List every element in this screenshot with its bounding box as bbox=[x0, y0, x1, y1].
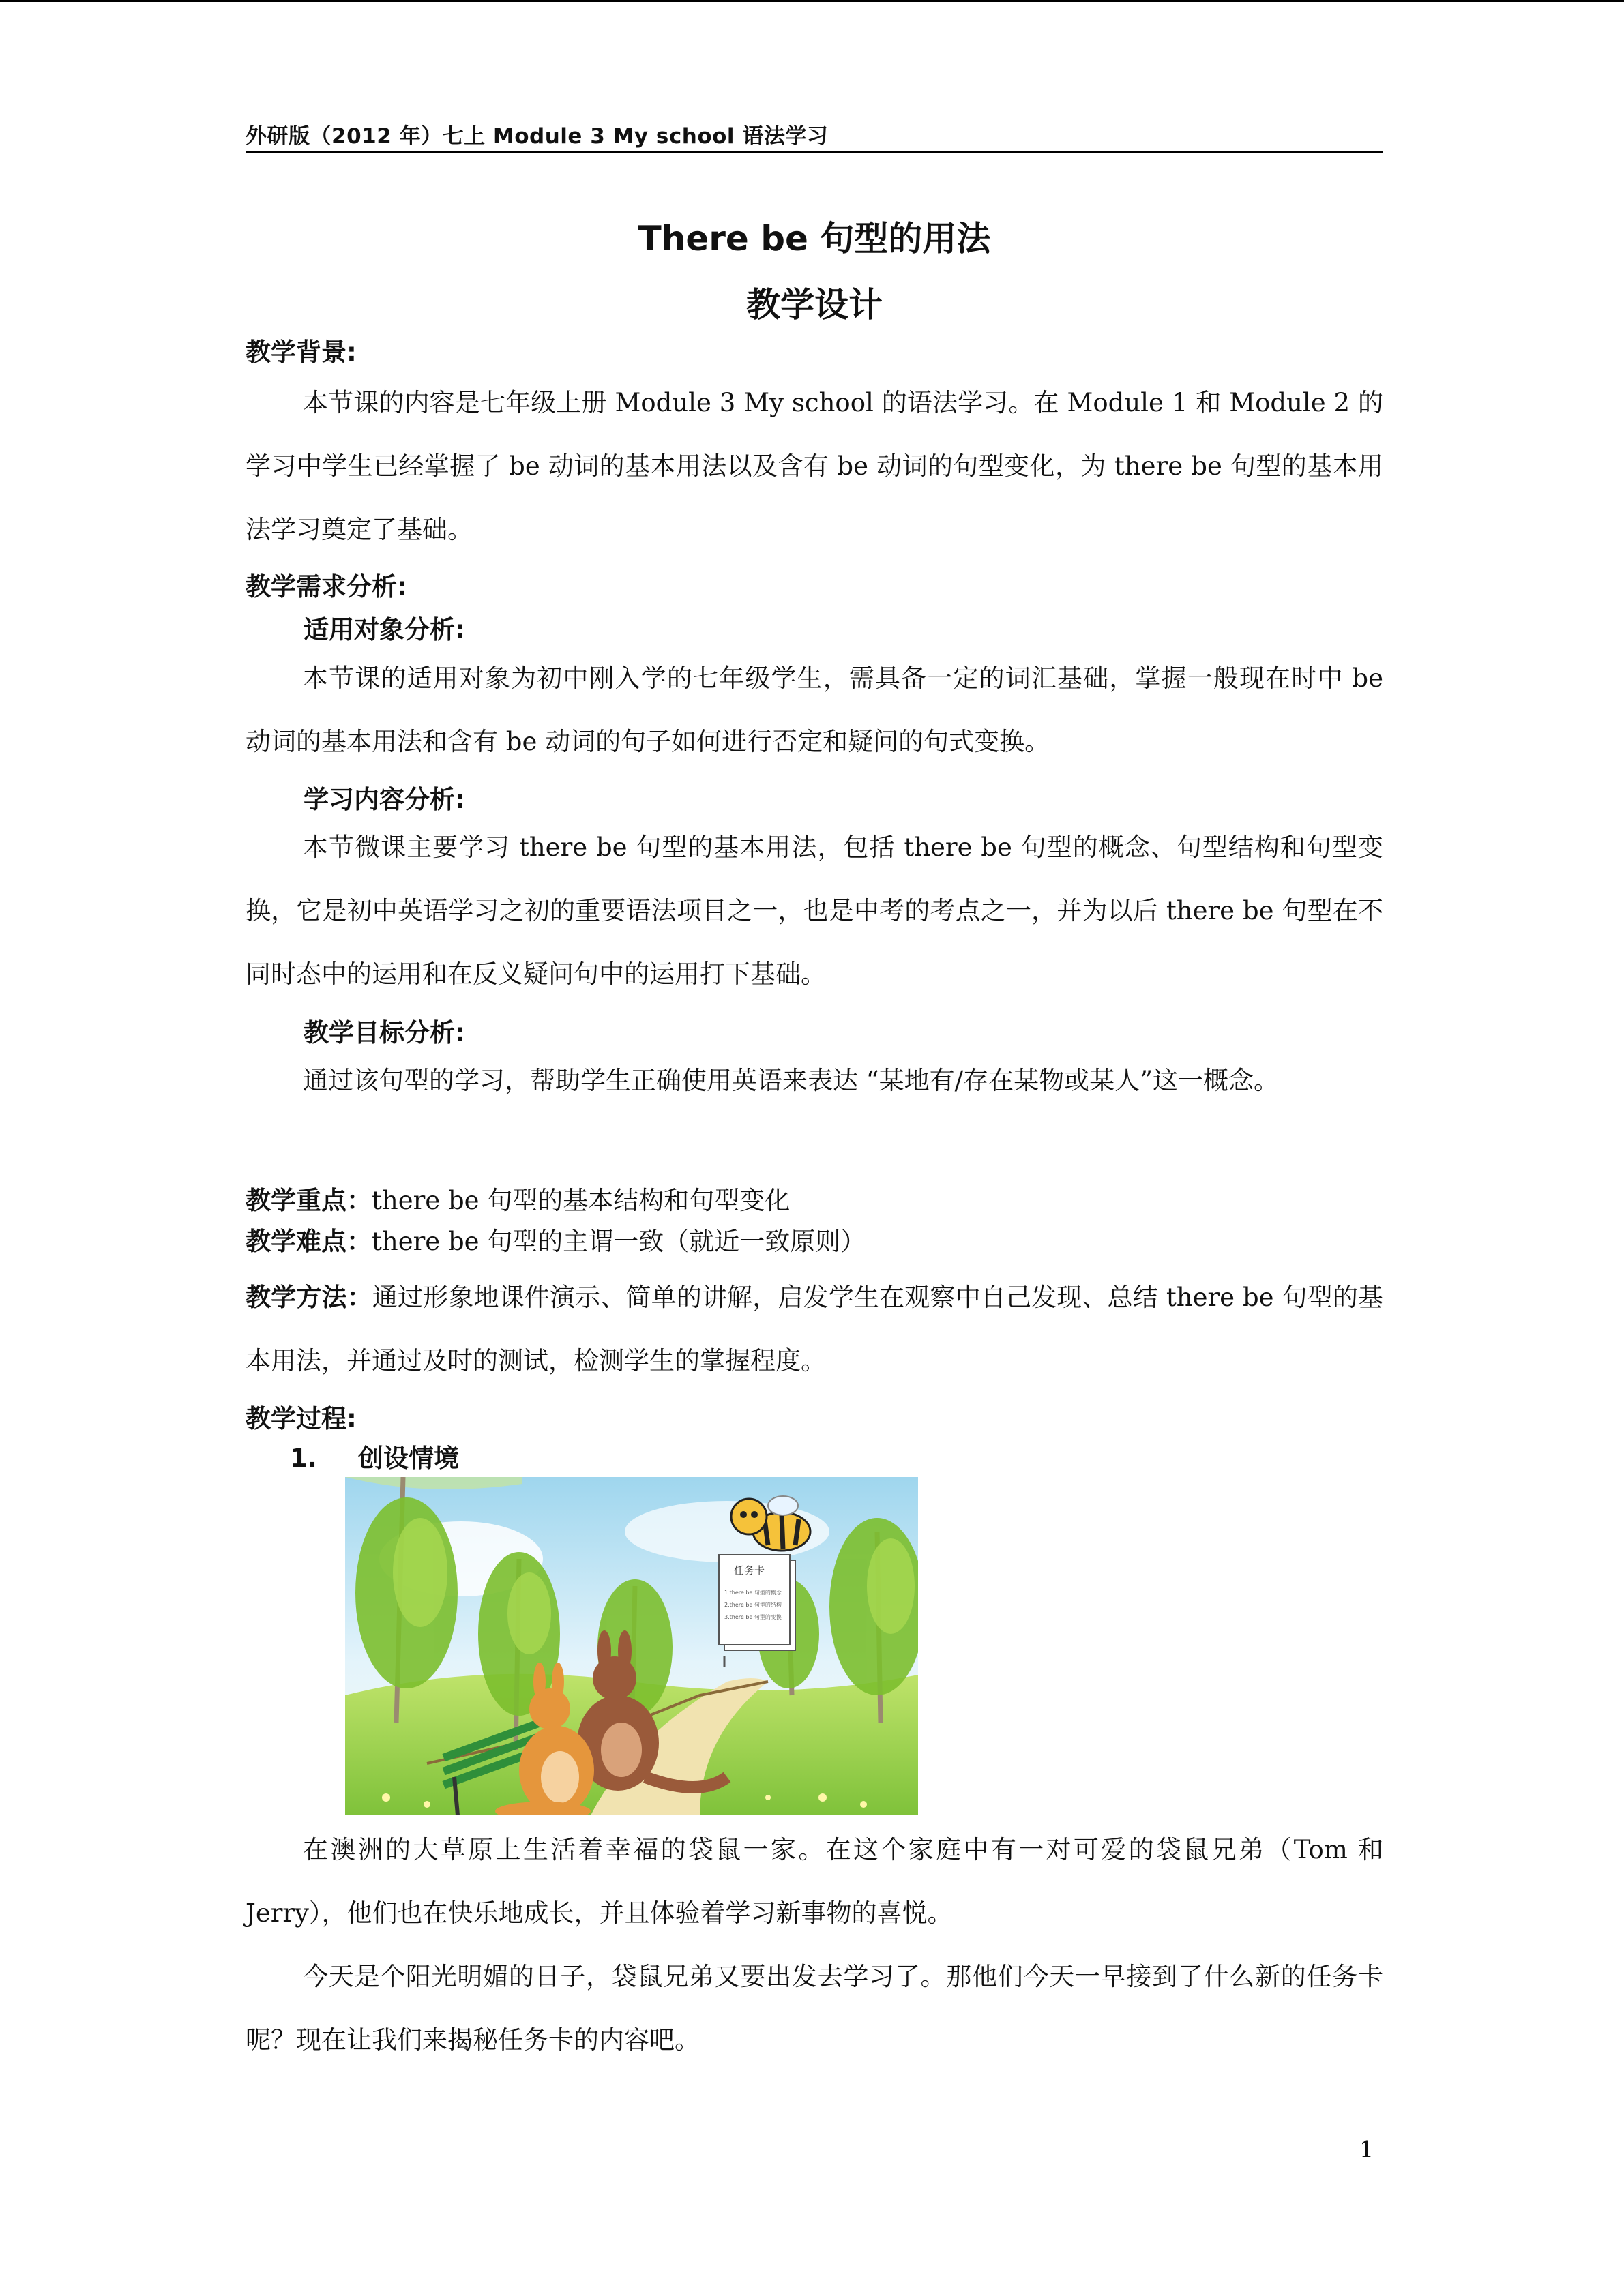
goal-heading: 教学目标分析: bbox=[304, 1018, 465, 1047]
difficulty-text: there be 句型的主谓一致（就近一致原则） bbox=[372, 1227, 866, 1256]
header-text: 外研版（2012 年）七上 Module 3 My school 语法学习 bbox=[246, 124, 829, 149]
key-point-label: 教学重点： bbox=[246, 1186, 372, 1215]
method-paragraph bbox=[246, 1266, 1383, 1392]
step-1 bbox=[290, 1437, 459, 1474]
method-label: 教学方法： bbox=[246, 1283, 372, 1312]
step-1-title: 创设情境 bbox=[358, 1444, 459, 1473]
key-point-line bbox=[246, 1184, 1383, 1218]
background-heading: 教学背景: bbox=[246, 338, 357, 367]
needs-heading: 教学需求分析: bbox=[246, 572, 407, 601]
difficulty-label: 教学难点： bbox=[246, 1227, 372, 1256]
story-paragraph-1: 在澳洲的大草原上生活着幸福的袋鼠一家。在这个家庭中有一对可爱的袋鼠兄弟（Tom 和 Jerry），他们也在快乐地成长，并且体验着学习新事物的喜悦。 bbox=[246, 1835, 1383, 1928]
audience-paragraph: 本节课的适用对象为初中刚入学的七年级学生，需具备一定的词汇基础，掌握一般现在时中 be 动词的基本用法和含有 be 动词的句子如何进行否定和疑问的句式变换。 bbox=[246, 664, 1383, 756]
method-text: 通过形象地课件演示、简单的讲解，启发学生在观察中自己发现、总结 there be 句型的基本用法，并通过及时的测试，检测学生的掌握程度。 bbox=[246, 1283, 1383, 1375]
document-title: There be 句型的用法 bbox=[638, 219, 991, 258]
content-heading: 学习内容分析: bbox=[304, 785, 465, 814]
running-header bbox=[246, 116, 1383, 153]
task-card-line: 2.there be 句型的结构 bbox=[724, 1602, 782, 1608]
top-border bbox=[0, 0, 1624, 2]
step-1-number: 1. bbox=[290, 1444, 317, 1473]
content-paragraph: 本节微课主要学习 there be 句型的基本用法，包括 there be 句型的概念、句型结构和句型变换，它是初中英语学习之初的重要语法项目之一，也是中考的考点之一，并为以后 there be 句型在不同时态中的运用和在反义疑问句中的运用打下基础。 bbox=[246, 833, 1383, 989]
difficulty-line bbox=[246, 1225, 1383, 1259]
audience-heading: 适用对象分析: bbox=[304, 615, 465, 644]
task-card-line: 3.there be 句型的变换 bbox=[724, 1614, 782, 1620]
scene-illustration bbox=[345, 1477, 918, 1815]
key-point-text: there be 句型的基本结构和句型变化 bbox=[372, 1186, 791, 1215]
process-heading: 教学过程: bbox=[246, 1404, 357, 1433]
story-paragraph-2: 今天是个阳光明媚的日子，袋鼠兄弟又要出发去学习了。那他们今天一早接到了什么新的任务卡呢？现在让我们来揭秘任务卡的内容吧。 bbox=[246, 1962, 1383, 2055]
goal-paragraph: 通过该句型的学习，帮助学生正确使用英语来表达 “某地有/存在某物或某人”这一概念。 bbox=[303, 1066, 1280, 1095]
document-subtitle: 教学设计 bbox=[746, 285, 883, 325]
background-paragraph: 本节课的内容是七年级上册 Module 3 My school 的语法学习。在 Module 1 和 Module 2 的学习中学生已经掌握了 be 动词的基本用法以及含有 be 动词的句型变化，为 there be 句型的基本用法学习奠定了基础。 bbox=[246, 388, 1383, 544]
task-card-line: 1.there be 句型的概念 bbox=[724, 1590, 782, 1596]
page-number: 1 bbox=[1359, 2136, 1374, 2162]
task-card-title: 任务卡 bbox=[734, 1564, 765, 1577]
